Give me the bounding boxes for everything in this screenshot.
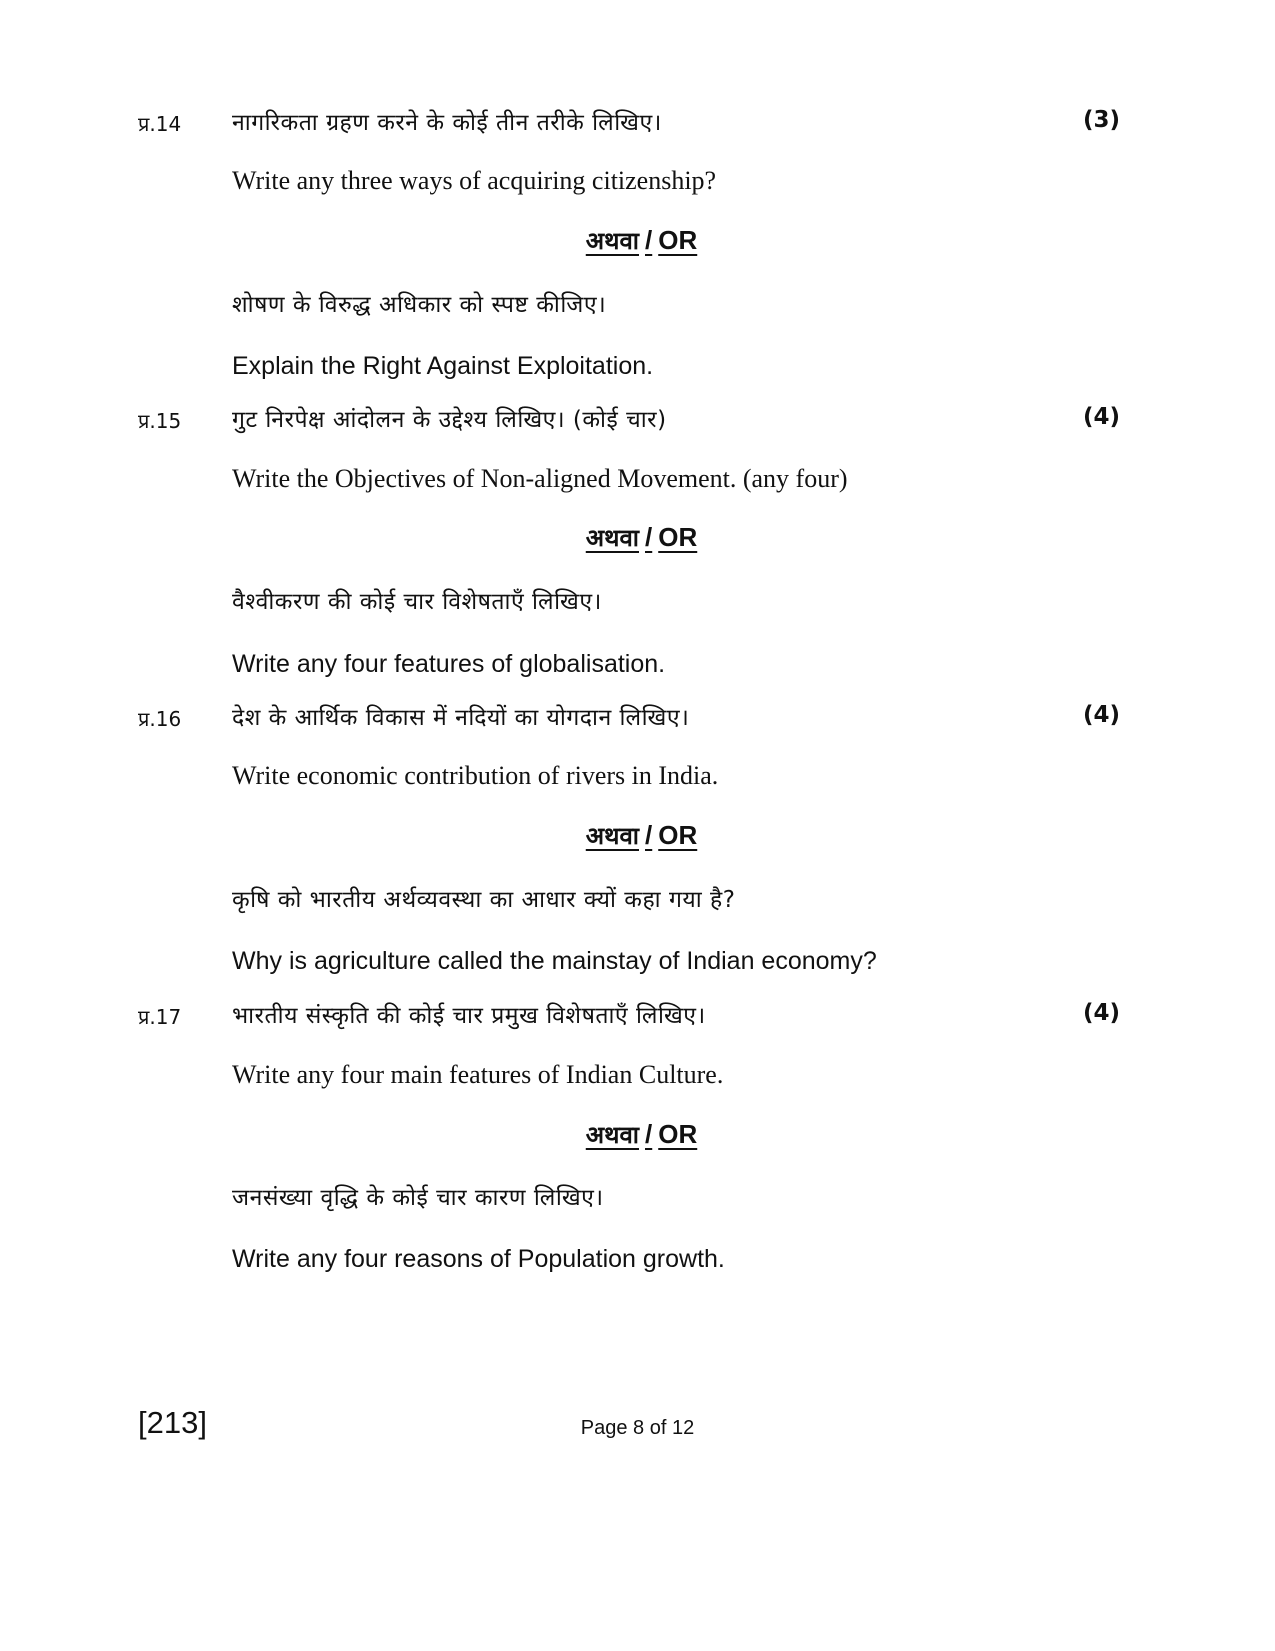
question-english: Write any four main features of Indian Culture. <box>232 1060 724 1089</box>
alternative-english: Write any four reasons of Population growth. <box>232 1245 725 1273</box>
question-number: प्र.17 <box>138 1005 182 1029</box>
or-english: OR <box>658 820 698 850</box>
question-hindi: गुट निरपेक्ष आंदोलन के उद्देश्य लिखिए। (कोई चार) <box>232 407 667 433</box>
or-divider <box>0 224 1275 257</box>
or-divider <box>0 1118 1275 1151</box>
alternative-hindi: वैश्वीकरण की कोई चार विशेषताएँ लिखिए। <box>232 589 602 615</box>
alternative-hindi: कृषि को भारतीय अर्थव्यवस्था का आधार क्यों कहा गया है? <box>232 887 736 913</box>
question-marks: (4) <box>1083 1000 1121 1026</box>
or-separator: / <box>645 820 653 850</box>
question-marks: (4) <box>1083 702 1121 728</box>
or-english: OR <box>658 1119 698 1149</box>
question-marks: (3) <box>1083 107 1121 133</box>
or-hindi: अथवा <box>585 524 639 552</box>
question-number: प्र.14 <box>138 112 182 136</box>
question-number: प्र.16 <box>138 707 182 731</box>
or-hindi: अथवा <box>585 1121 639 1149</box>
page-number: Page 8 of 12 <box>580 1417 695 1439</box>
or-separator: / <box>645 522 653 552</box>
alternative-english: Write any four features of globalisation. <box>232 650 666 678</box>
or-separator: / <box>645 1119 653 1149</box>
alternative-hindi: शोषण के विरुद्ध अधिकार को स्पष्ट कीजिए। <box>232 292 607 318</box>
or-divider <box>0 819 1275 852</box>
or-separator: / <box>645 225 653 255</box>
or-english: OR <box>658 225 698 255</box>
question-english: Write the Objectives of Non-aligned Movement. (any four) <box>232 464 848 493</box>
paper-code: [213] <box>138 1405 207 1440</box>
question-marks: (4) <box>1083 404 1121 430</box>
question-hindi: देश के आर्थिक विकास में नदियों का योगदान लिखिए। <box>232 705 690 731</box>
or-hindi: अथवा <box>585 227 639 255</box>
alternative-hindi: जनसंख्या वृद्धि के कोई चार कारण लिखिए। <box>232 1185 604 1211</box>
or-hindi: अथवा <box>585 822 639 850</box>
question-english: Write economic contribution of rivers in India. <box>232 761 719 790</box>
or-divider <box>0 521 1275 554</box>
or-english: OR <box>658 522 698 552</box>
question-english: Write any three ways of acquiring citizenship? <box>232 166 717 195</box>
question-hindi: भारतीय संस्कृति की कोई चार प्रमुख विशेषताएँ लिखिए। <box>232 1003 706 1029</box>
alternative-english: Explain the Right Against Exploitation. <box>232 352 654 380</box>
alternative-english: Why is agriculture called the mainstay of Indian economy? <box>232 947 877 975</box>
question-hindi: नागरिकता ग्रहण करने के कोई तीन तरीके लिखिए। <box>232 110 662 136</box>
question-number: प्र.15 <box>138 409 182 433</box>
